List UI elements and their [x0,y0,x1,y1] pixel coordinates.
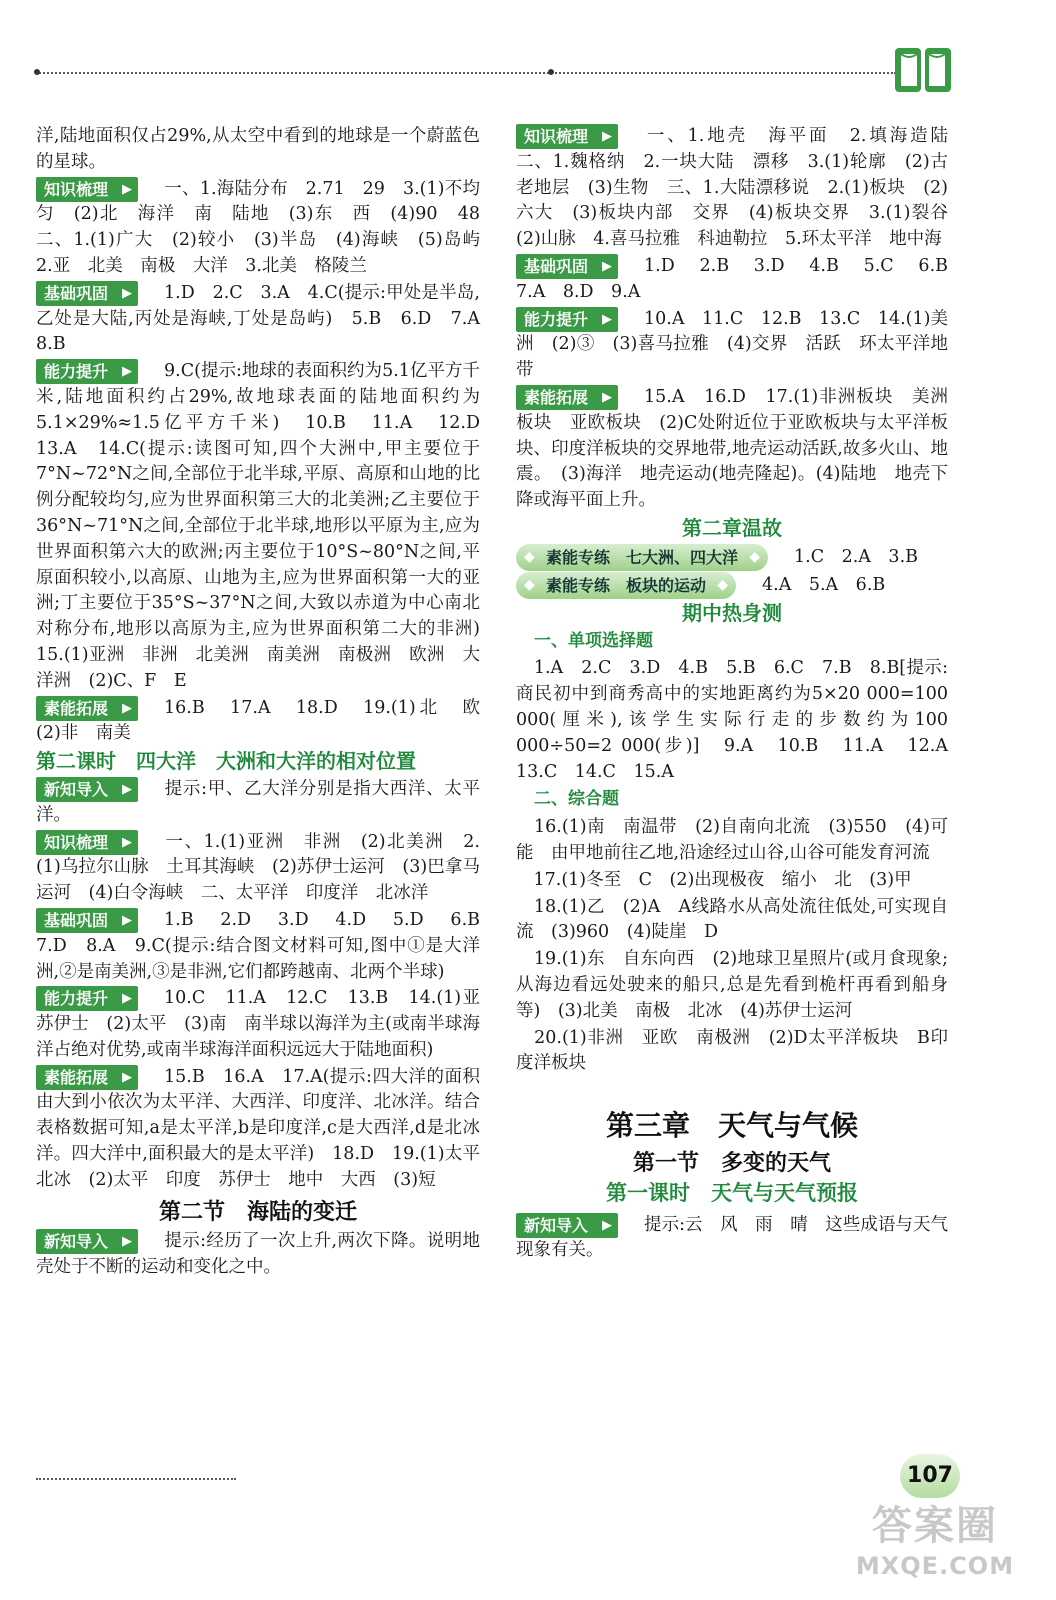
section-badge: 基础巩固 ▶ [36,908,138,933]
section-badge: 能力提升 ▶ [36,986,138,1011]
section-badge: 知识梳理 ▶ [36,830,138,855]
paragraph: 17.(1)冬至 C (2)出现极夜 缩小 北 (3)甲 [516,869,912,890]
watermark-url: MXQE.COM [855,1552,1015,1580]
page-number: 107 [900,1454,960,1498]
answer-block [516,572,948,599]
paragraph: 16.(1)南 南温带 (2)自南向北流 (3)550 (4)可能 由甲地前往乙地,沿途经过山谷,山谷可能发育河流 [516,817,948,863]
book-icon [893,42,953,98]
answer-block [516,254,966,306]
answer-block [36,986,498,1063]
answer-text: 1.B 2.D 3.D 4.D 5.D 6.B 7.D 8.A 9.C(提示:结合图文材料可知,图中①是大洋洲,②是南美洲,③是非洲,它们都跨越南、北两个半球) [36,909,498,982]
answer-block [516,307,948,384]
answer-text: 10.C 11.A 12.C 13.B 14.(1)亚 苏伊士 (2)太平 (3)南 南半球以海洋为主(或南半球海洋占绝对优势,或南半球海洋面积远远大于陆地面积) [36,988,498,1060]
answer-block [36,281,498,358]
right-column [516,124,966,1265]
special-practice-pill: ◆ 素能专练 板块的运动 ◆ [516,572,736,599]
paragraph: 19.(1)东 自东向西 (2)地球卫星照片(或月食现象;从海边看远处驶来的船只,总是先看到桅杆再看到船身等) (3)北美 南极 北冰 (4)苏伊士运河 [516,949,948,1021]
question-type-label: 二、综合题 [534,789,619,810]
answer-block [36,777,480,829]
chapter-title: 第三章 天气与气候 [605,1109,858,1143]
answer-block [516,1213,948,1265]
answer-text: 1.C 2.A 3.B [794,546,918,567]
section-badge: 能力提升 ▶ [36,359,138,384]
answer-block [516,544,948,571]
watermark-logo-text: 答案圈 [872,1503,998,1549]
answer-text: 提示:甲、乙大洋分别是指大西洋、太平洋。 [36,778,480,825]
top-rule-dot [34,69,40,75]
paragraph: 洋,陆地面积仅占29%,从太空中看到的地球是一个蔚蓝色的星球。 [36,126,480,172]
paragraph: 20.(1)非洲 亚欧 南极洲 (2)D太平洋板块 B印度洋板块 [516,1027,948,1074]
top-rule-dot [548,69,554,75]
answer-text: 1.D 2.B 3.D 4.B 5.C 6.B 7.A 8.D 9.A [516,255,966,302]
answer-block [36,1065,498,1194]
section-badge: 基础巩固 ▶ [36,281,138,306]
bottom-dotted-rule [36,1478,236,1480]
section-badge: 能力提升 ▶ [516,307,618,332]
answer-text: 15.A 16.D 17.(1)非洲板块 美洲板块 亚欧板块 (2)C处附近位于亚欧板块与太平洋板块、印度洋板块的交界地带,地壳运动活跃,故多火山、地震。 (3)海洋 地壳运动(地壳隆起)。(4)陆地 地壳下降或海平面上升。 [516,386,948,511]
paragraph: 1.A 2.C 3.D 4.B 5.B 6.C 7.B 8.B[提示:商民初中到商秀高中的实地距离约为5×20 000=100 000(厘米),该学生实际行走的步数约为100 000÷50=2 000(步)] 9.A 10.B 11.A 12.A 13.C 14.C 15.A [516,658,966,782]
top-dotted-rule [36,72,896,76]
answer-text: 一、1.地壳 海平面 2.填海造陆 二、1.魏格纳 2.一块大陆 漂移 3.(1)轮廓 (2)古老地层 (3)生物 三、1.大陆漂移说 2.(1)板块 (2)六大 (3)板块内部 交界 (4)板块交界 3.(1)裂谷 (2)山脉 4.喜马拉雅 科迪勒拉 5.环太平洋 地中海 [516,126,966,250]
section-heading: 第二章温故 [682,515,782,540]
lesson-subtitle: 第一课时 天气与天气预报 [606,1180,858,1205]
special-practice-pill: ◆ 素能专练 七大洲、四大洋 ◆ [516,544,768,571]
answer-block [36,696,498,748]
section-badge: 新知导入 ▶ [36,777,138,802]
section-badge: 新知导入 ▶ [516,1213,618,1238]
answer-text: 15.B 16.A 17.A(提示:四大洋的面积由大到小依次为太平洋、大西洋、印度洋、北冰洋。结合表格数据可知,a是太平洋,b是印度洋,c是大西洋,d是北冰洋。四大洋中,面积最大的是太平洋) 18.D 19.(1)太平 北冰 (2)太平 印度 苏伊士 地中 大西 (3)短 [36,1066,498,1190]
answer-text: 提示:经历了一次上升,两次下降。说明地壳处于不断的运动和变化之中。 [36,1231,480,1278]
answer-text: 一、1.海陆分布 2.71 29 3.(1)不均匀 (2)北 海洋 南 陆地 (3)东 西 (4)90 48 二、1.(1)广大 (2)较小 (3)半岛 (4)海峡 (5)岛屿 2.亚 北美 南极 大洋 3.北美 格陵兰 [36,178,498,276]
answer-block [36,359,498,694]
section-title: 第二节 海陆的变迁 [158,1199,357,1225]
left-column [36,124,498,1282]
section-badge: 新知导入 ▶ [36,1229,138,1254]
section-badge: 知识梳理 ▶ [516,124,618,149]
lesson-heading: 第二课时 四大洋 大洲和大洋的相对位置 [36,749,416,774]
answer-text: 提示:云 风 雨 晴 这些成语与天气现象有关。 [516,1214,948,1261]
answer-text: 1.D 2.C 3.A 4.C(提示:甲处是半岛,乙处是大陆,丙处是海峡,丁处是岛屿) 5.B 6.D 7.A 8.B [36,282,498,355]
section-badge: 知识梳理 ▶ [36,177,138,202]
answer-text: 10.A 11.C 12.B 13.C 14.(1)美洲 (2)③ (3)喜马拉雅 (4)交界 活跃 环太平洋地带 [516,308,948,381]
question-type-label: 一、单项选择题 [534,630,653,651]
answer-text: 4.A 5.A 6.B [762,574,886,595]
answer-block [36,908,498,985]
answer-block [516,124,966,253]
watermark [830,1500,1040,1590]
paragraph: 18.(1)乙 (2)A A线路水从高处流往低处,可实现自流 (3)960 (4)陡崖 D [516,896,948,943]
answer-text: 16.B 17.A 18.D 19.(1)北 欧 (2)非 南美 [36,697,498,744]
section-badge: 素能拓展 ▶ [36,1065,138,1090]
section-heading: 期中热身测 [682,600,782,625]
answer-block [36,177,498,280]
section-badge: 基础巩固 ▶ [516,254,618,279]
answer-text: 一、1.(1)亚洲 非洲 (2)北美洲 2.(1)乌拉尔山脉 土耳其海峡 (2)苏伊士运河 (3)巴拿马运河 (4)白令海峡 二、太平洋 印度洋 北冰洋 [36,831,480,904]
section-badge: 素能拓展 ▶ [36,696,138,721]
answer-block [516,385,948,514]
answer-text: 9.C(提示:地球的表面积约为5.1亿平方千米,陆地面积约占29%,故地球表面的陆地面积约为5.1×29%≈1.5亿平方千米) 10.B 11.A 12.D 13.A 14.C(提示:读图可知,四个大洲中,甲主要位于7°N~72°N之间,全部位于北半球,平原、高原和山地的比例分配较均匀,应为世界面积第三大的北美洲;乙主要位于36°N~71°N之间,全部位于北半球,地形以平原为主,应为世界面积第六大的欧洲;丙主要位于10°S~80°N之间,平原面积较小,以高原、山地为主,应为世界面积第一大的亚洲;丁主要位于35°S~37°N之间,大致以赤道为中心南北对称分布,地形以高原为主,应为世界面积第二大的非洲) 15.(1)亚洲 非洲 北美洲 南美洲 南极洲 欧洲 大洋洲 (2)C、F E [36,361,498,691]
answer-block [36,1229,480,1281]
answer-block [36,830,480,907]
section-badge: 素能拓展 ▶ [516,385,618,410]
section-title: 第一节 多变的天气 [632,1151,831,1177]
